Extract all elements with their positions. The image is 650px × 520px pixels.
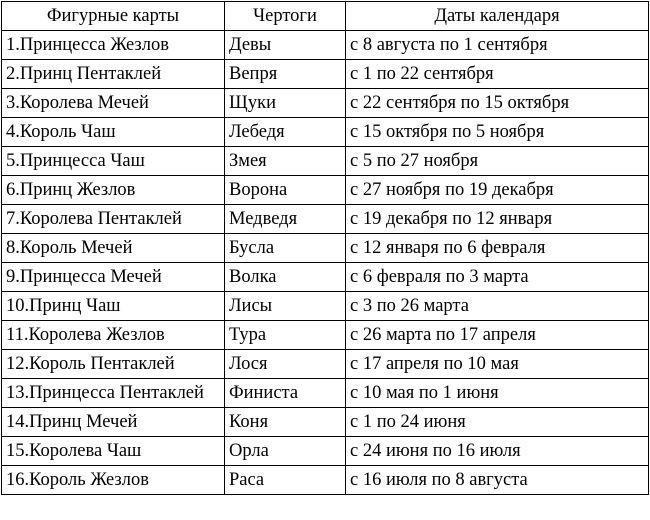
card-cell: 2.Принц Пентаклей — [2, 60, 225, 89]
card-cell: 5.Принцесса Чаш — [2, 147, 225, 176]
header-cards: Фигурные карты — [2, 2, 225, 31]
card-cell: 3.Королева Мечей — [2, 89, 225, 118]
hall-cell: Лисы — [225, 292, 346, 321]
table-row — [2, 263, 649, 292]
table-row — [2, 292, 649, 321]
hall-cell: Вепря — [225, 60, 346, 89]
card-cell: 9.Принцесса Мечей — [2, 263, 225, 292]
dates-cell: с 24 июня по 16 июля — [346, 437, 649, 466]
table-row — [2, 321, 649, 350]
hall-cell: Раса — [225, 466, 346, 495]
court-cards-table — [1, 1, 649, 495]
hall-cell: Тура — [225, 321, 346, 350]
dates-cell: с 5 по 27 ноября — [346, 147, 649, 176]
card-cell: 8.Король Мечей — [2, 234, 225, 263]
card-cell: 11.Королева Жезлов — [2, 321, 225, 350]
hall-cell: Девы — [225, 31, 346, 60]
card-cell: 10.Принц Чаш — [2, 292, 225, 321]
table-row — [2, 408, 649, 437]
table-row — [2, 379, 649, 408]
dates-cell: с 22 сентября по 15 октября — [346, 89, 649, 118]
table-row — [2, 31, 649, 60]
dates-cell: с 1 по 24 июня — [346, 408, 649, 437]
table-row — [2, 176, 649, 205]
table-row — [2, 205, 649, 234]
card-cell: 6.Принц Жезлов — [2, 176, 225, 205]
hall-cell: Коня — [225, 408, 346, 437]
card-cell: 12.Король Пентаклей — [2, 350, 225, 379]
hall-cell: Лося — [225, 350, 346, 379]
header-halls: Чертоги — [225, 2, 346, 31]
table-row — [2, 89, 649, 118]
dates-cell: с 1 по 22 сентября — [346, 60, 649, 89]
header-row — [2, 2, 649, 31]
dates-cell: с 12 января по 6 февраля — [346, 234, 649, 263]
dates-cell: с 3 по 26 марта — [346, 292, 649, 321]
table-row — [2, 350, 649, 379]
dates-cell: с 17 апреля по 10 мая — [346, 350, 649, 379]
hall-cell: Финиста — [225, 379, 346, 408]
table-row — [2, 118, 649, 147]
header-dates: Даты календаря — [346, 2, 649, 31]
card-cell: 16.Король Жезлов — [2, 466, 225, 495]
dates-cell: с 10 мая по 1 июня — [346, 379, 649, 408]
hall-cell: Орла — [225, 437, 346, 466]
dates-cell: с 8 августа по 1 сентября — [346, 31, 649, 60]
hall-cell: Бусла — [225, 234, 346, 263]
table-row — [2, 234, 649, 263]
dates-cell: с 15 октября по 5 ноября — [346, 118, 649, 147]
hall-cell: Ворона — [225, 176, 346, 205]
dates-cell: с 26 марта по 17 апреля — [346, 321, 649, 350]
dates-cell: с 19 декабря по 12 января — [346, 205, 649, 234]
hall-cell: Лебедя — [225, 118, 346, 147]
table-row — [2, 466, 649, 495]
card-cell: 1.Принцесса Жезлов — [2, 31, 225, 60]
dates-cell: с 16 июля по 8 августа — [346, 466, 649, 495]
table-row — [2, 60, 649, 89]
card-cell: 15.Королева Чаш — [2, 437, 225, 466]
hall-cell: Щуки — [225, 89, 346, 118]
dates-cell: с 27 ноября по 19 декабря — [346, 176, 649, 205]
card-cell: 7.Королева Пентаклей — [2, 205, 225, 234]
hall-cell: Змея — [225, 147, 346, 176]
hall-cell: Медведя — [225, 205, 346, 234]
table-row — [2, 437, 649, 466]
card-cell: 14.Принц Мечей — [2, 408, 225, 437]
card-cell: 13.Принцесса Пентаклей — [2, 379, 225, 408]
card-cell: 4.Король Чаш — [2, 118, 225, 147]
hall-cell: Волка — [225, 263, 346, 292]
dates-cell: с 6 февраля по 3 марта — [346, 263, 649, 292]
table-row — [2, 147, 649, 176]
